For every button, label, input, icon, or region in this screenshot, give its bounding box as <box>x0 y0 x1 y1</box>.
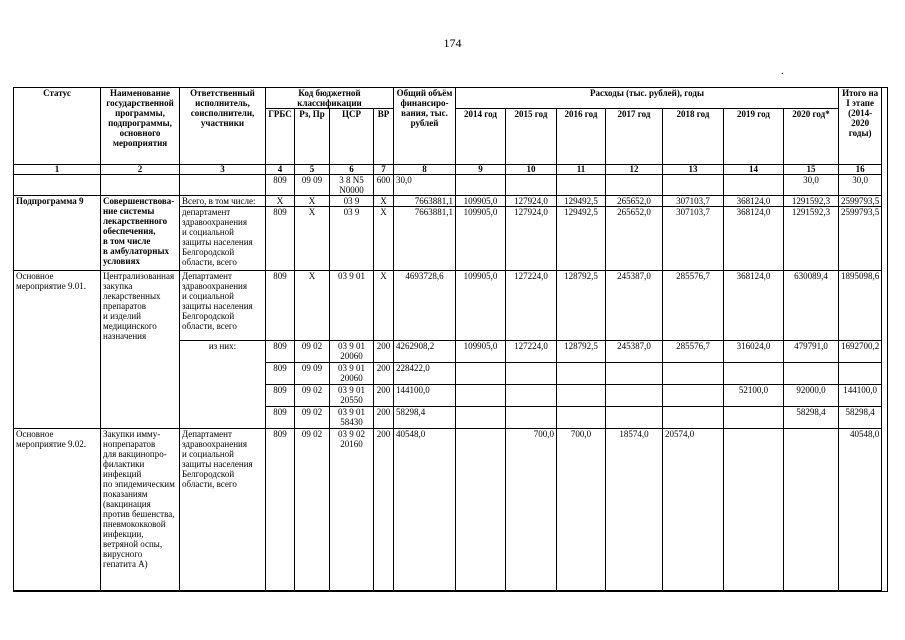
column-number: 3 <box>180 165 266 175</box>
cell-stage-total: 2599793,5 <box>839 196 882 207</box>
cell-2020: 1291592,3 <box>784 196 839 207</box>
cell-2016: 129492,5 <box>557 207 606 271</box>
cell-grbs: 809 <box>266 271 295 341</box>
cell-2015: 127224,0 <box>506 341 557 363</box>
table-row-sub9-all <box>14 196 882 207</box>
cell-2020: 92000,0 <box>784 385 839 407</box>
cell-2016 <box>557 175 606 196</box>
cell-2017 <box>606 385 663 407</box>
table-row-top <box>14 175 882 196</box>
header-vr: ВР <box>374 109 394 165</box>
cell-2020: 30,0 <box>784 175 839 196</box>
cell-csr: 03 9 <box>330 207 374 271</box>
cell-2014 <box>456 407 506 429</box>
cell-grbs: 809 <box>266 385 295 407</box>
table-row-m902 <box>14 429 882 591</box>
cell-csr: 03 9 01 20550 <box>330 385 374 407</box>
budget-table <box>13 87 882 591</box>
cell-2016: 128792,5 <box>557 271 606 341</box>
cell-2019 <box>724 407 784 429</box>
page-mark: . <box>781 66 784 77</box>
cell-2015: 700,0 <box>506 429 557 591</box>
cell-total: 228422,0 <box>394 363 456 385</box>
cell-2014: 109905,0 <box>456 196 506 207</box>
cell-2016 <box>557 385 606 407</box>
cell-rzpr: 09 02 <box>295 407 330 429</box>
header-executor: Ответственный исполнитель, соисполнители, участники <box>180 88 266 165</box>
cell-2017 <box>606 407 663 429</box>
cell-2015 <box>506 175 557 196</box>
header-status: Статус <box>14 88 101 165</box>
cell-total: 58298,4 <box>394 407 456 429</box>
cell-status-sub9: Подпрограмма 9 <box>14 196 101 271</box>
cell-grbs: 809 <box>266 175 295 196</box>
cell-2015 <box>506 407 557 429</box>
cell-name-sub9: Совершенствова- ние системы лекарственного обеспечения, в том числе в амбулаторных условиях <box>101 196 180 271</box>
cell-2018: 20574,0 <box>663 429 724 591</box>
cell-2020: 630089,4 <box>784 271 839 341</box>
cell-csr: 03 9 <box>330 196 374 207</box>
cell-rzpr: X <box>295 196 330 207</box>
cell-2018 <box>663 407 724 429</box>
column-number-row <box>14 165 882 175</box>
cell-status-m901: Основное мероприятие 9.01. <box>14 271 101 429</box>
cell-vr: 200 <box>374 429 394 591</box>
header-year-2020: 2020 год* <box>784 109 839 165</box>
column-number: 8 <box>394 165 456 175</box>
column-number: 12 <box>606 165 663 175</box>
cell-2018: 307103,7 <box>663 196 724 207</box>
cell-stage-total <box>839 363 882 385</box>
column-number: 9 <box>456 165 506 175</box>
cell-2015: 127224,0 <box>506 271 557 341</box>
cell-grbs: 809 <box>266 363 295 385</box>
cell-total: 4262908,2 <box>394 341 456 363</box>
cell-executor-dept: Департамент здравоохранения и социальной защиты населения Белгородской области, всего <box>180 271 266 341</box>
cell-2017: 265652,0 <box>606 196 663 207</box>
column-number: 7 <box>374 165 394 175</box>
cell-vr: 200 <box>374 385 394 407</box>
cell-2016: 700,0 <box>557 429 606 591</box>
cell-name-m902: Закупки имму- нопрепаратов для вакцинопро- филактики инфекций по эпидемическим показаниям (вакцинация против бешенства, пневмококковой инфекции, ветряной оспы, вирусного гепатита А) <box>101 429 180 591</box>
cell-2014: 109905,0 <box>456 341 506 363</box>
header-year-2019: 2019 год <box>724 109 784 165</box>
cell-rzpr: 09 09 <box>295 363 330 385</box>
cell-stage-total: 2599793,5 <box>839 207 882 271</box>
header-year-2016: 2016 год <box>557 109 606 165</box>
cell-2014 <box>456 429 506 591</box>
cell-2019: 368124,0 <box>724 196 784 207</box>
cell-2014 <box>456 385 506 407</box>
header-row-1 <box>14 88 882 109</box>
cell-total: 40548,0 <box>394 429 456 591</box>
cell-grbs: X <box>266 196 295 207</box>
cell-2019: 368124,0 <box>724 207 784 271</box>
cell-2014: 109905,0 <box>456 271 506 341</box>
cell-grbs: 809 <box>266 429 295 591</box>
cell-total: 7663881,1 <box>394 196 456 207</box>
cell-2016 <box>557 363 606 385</box>
cell-2017: 245387,0 <box>606 271 663 341</box>
column-number: 15 <box>784 165 839 175</box>
cell-stage-total: 1895098,6 <box>839 271 882 341</box>
cell-vr: X <box>374 196 394 207</box>
cell-2019: 52100,0 <box>724 385 784 407</box>
cell-name-m901: Централизованная закупка лекарственных препаратов и изделий медицинского назначения <box>101 271 180 429</box>
cell-grbs: 809 <box>266 207 295 271</box>
column-number: 16 <box>839 165 882 175</box>
cell-2016: 128792,5 <box>557 341 606 363</box>
page-number: 174 <box>443 36 462 50</box>
cell-2016 <box>557 407 606 429</box>
cell-vr: 200 <box>374 341 394 363</box>
cell-stage-total: 30,0 <box>839 175 882 196</box>
cell-name <box>101 175 180 196</box>
cell-2017 <box>606 363 663 385</box>
cell-stage-total: 40548,0 <box>839 429 882 591</box>
cell-executor-dept: департамент здравоохранения и социальной защиты населения Белгородской области, всего <box>180 207 266 271</box>
cell-2014: 109905,0 <box>456 207 506 271</box>
cell-2019 <box>724 363 784 385</box>
cell-csr: 03 9 01 20060 <box>330 363 374 385</box>
header-grbs: ГРБС <box>266 109 295 165</box>
cell-2016: 129492,5 <box>557 196 606 207</box>
cell-2020 <box>784 429 839 591</box>
column-number: 5 <box>295 165 330 175</box>
cell-status-m902: Основное мероприятие 9.02. <box>14 429 101 591</box>
cell-2018 <box>663 363 724 385</box>
cell-rzpr: 09 02 <box>295 341 330 363</box>
cell-vr: X <box>374 207 394 271</box>
cell-status <box>14 175 101 196</box>
cell-2017: 18574,0 <box>606 429 663 591</box>
cell-2020 <box>784 363 839 385</box>
cell-vr: 200 <box>374 407 394 429</box>
cell-2014 <box>456 363 506 385</box>
cell-2018: 285576,7 <box>663 341 724 363</box>
header-csr: ЦСР <box>330 109 374 165</box>
header-year-2018: 2018 год <box>663 109 724 165</box>
cell-total: 4693728,6 <box>394 271 456 341</box>
cell-grbs: 809 <box>266 341 295 363</box>
cell-2017: 265652,0 <box>606 207 663 271</box>
cell-rzpr: 09 02 <box>295 429 330 591</box>
cell-rzpr: X <box>295 207 330 271</box>
cell-csr: 03 9 01 <box>330 271 374 341</box>
header-total-stage: Итого на I этапе (2014-2020 годы) <box>839 88 882 165</box>
cell-vr: 200 <box>374 363 394 385</box>
header-year-2014: 2014 год <box>456 109 506 165</box>
cell-of-them: из них: <box>180 341 266 429</box>
cell-csr: 03 9 01 20060 <box>330 341 374 363</box>
header-program-name: Наименование государственной программы, подпрограммы, основного мероприятия <box>101 88 180 165</box>
column-number: 13 <box>663 165 724 175</box>
cell-2020: 1291592,3 <box>784 207 839 271</box>
cell-executor-all: Всего, в том числе: <box>180 196 266 207</box>
cell-executor-dept: Департамент здравоохранения и социальной защиты населения Белгородской области, всего <box>180 429 266 591</box>
cell-vr: X <box>374 271 394 341</box>
cell-2020: 58298,4 <box>784 407 839 429</box>
cell-2018 <box>663 385 724 407</box>
cell-rzpr: 09 02 <box>295 385 330 407</box>
cell-csr: 03 9 02 20160 <box>330 429 374 591</box>
header-rzpr: Рз, Пр <box>295 109 330 165</box>
cell-2018 <box>663 175 724 196</box>
cell-2015 <box>506 385 557 407</box>
cell-2019 <box>724 429 784 591</box>
column-number: 2 <box>101 165 180 175</box>
header-budget-code: Код бюджетной классификации <box>266 88 394 109</box>
column-number: 10 <box>506 165 557 175</box>
cell-2019: 316024,0 <box>724 341 784 363</box>
cell-2018: 307103,7 <box>663 207 724 271</box>
column-number: 6 <box>330 165 374 175</box>
cell-csr: 3 8 N5 N0000 <box>330 175 374 196</box>
cell-2015 <box>506 363 557 385</box>
cell-total: 7663881,1 <box>394 207 456 271</box>
column-number: 11 <box>557 165 606 175</box>
cell-total: 144100,0 <box>394 385 456 407</box>
header-expenses: Расходы (тыс. рублей), годы <box>456 88 839 109</box>
cell-stage-total: 58298,4 <box>839 407 882 429</box>
cell-2019 <box>724 175 784 196</box>
cell-2015: 127924,0 <box>506 196 557 207</box>
cell-2018: 285576,7 <box>663 271 724 341</box>
column-number: 1 <box>14 165 101 175</box>
cell-stage-total: 144100,0 <box>839 385 882 407</box>
column-number: 14 <box>724 165 784 175</box>
header-year-2015: 2015 год <box>506 109 557 165</box>
cell-2014 <box>456 175 506 196</box>
cell-2017 <box>606 175 663 196</box>
cell-rzpr: X <box>295 271 330 341</box>
header-year-2017: 2017 год <box>606 109 663 165</box>
cell-2020: 479791,0 <box>784 341 839 363</box>
cell-2015: 127924,0 <box>506 207 557 271</box>
table-row-m901-dept <box>14 271 882 341</box>
cell-grbs: 809 <box>266 407 295 429</box>
cell-2019: 368124,0 <box>724 271 784 341</box>
cell-stage-total: 1692700,2 <box>839 341 882 363</box>
cell-csr: 03 9 01 58430 <box>330 407 374 429</box>
cell-total: 30,0 <box>394 175 456 196</box>
cell-vr: 600 <box>374 175 394 196</box>
column-number: 4 <box>266 165 295 175</box>
cell-2017: 245387,0 <box>606 341 663 363</box>
cell-rzpr: 09 09 <box>295 175 330 196</box>
header-total-volume: Общий объём финансиро-вания, тыс. рублей <box>394 88 456 165</box>
cell-executor <box>180 175 266 196</box>
